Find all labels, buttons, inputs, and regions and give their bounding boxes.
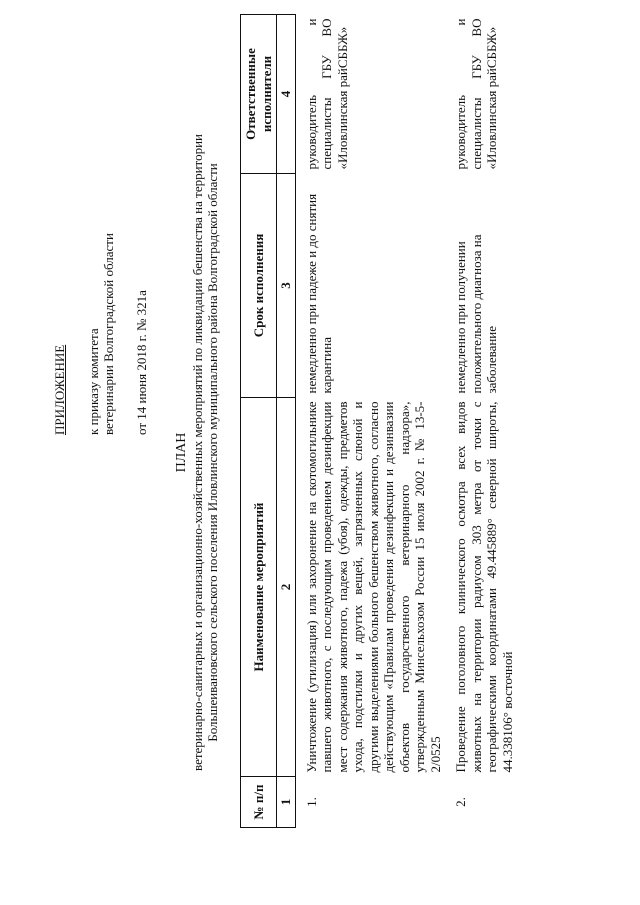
column-index: 2: [277, 398, 296, 777]
measure-deadline: немедленно при падеже и до снятия карантина: [303, 193, 334, 394]
measure-description: Уничтожение (утилизация) или захоронение на скотомогильнике павшего животного, с последующим проведением дезинфекции мест содержания животного, падежа (убоя), одежды, предметов ухода, подстилки и других вещей, загрязненных слюной и другими выделениями больного бешенством животного, согласно действующим «Правилам проведения дезинфекции и дезинвазии объектов государственного ветеринарного надзора», утвержденным Минсельхозом России 15 июля 2002 г. № 13-5-2/0525: [303, 401, 443, 773]
column-index: 1: [277, 777, 296, 828]
column-index: 4: [277, 15, 296, 174]
header-responsible: Ответственные исполнители: [241, 15, 277, 174]
table-row: [295, 15, 445, 828]
column-index: 3: [277, 174, 296, 398]
plan-subtitle: ветеринарно-санитарных и организационно-хозяйственных мероприятий по ликвидации бешенства на территории Большеивановского сельского поселения Иловлинского муниципального района Волгоградской области: [190, 134, 220, 771]
measure-description: Проведение поголовного клинического осмотра всех видов животных на территории радиусом 303 метра от точки с географическими координатами 49.445889° северной широты, 44.338106° восточной: [453, 401, 515, 773]
table-header-row: [241, 15, 277, 828]
row-number: 2.: [453, 797, 468, 807]
table-row: [445, 15, 517, 828]
measure-responsible: руководитель и специалисты ГБУ ВО «Иловлинская райСББЖ»: [453, 18, 499, 170]
header-number: № п/п: [241, 777, 277, 828]
measure-deadline: немедленно при получении положительного диагноза на заболевание: [453, 234, 499, 394]
measures-table: [240, 14, 517, 828]
column-index-row: [277, 15, 296, 828]
measure-responsible: руководитель и специалисты ГБУ ВО «Иловлинская райСББЖ»: [303, 18, 350, 170]
header-measures: Наименование мероприятий: [241, 398, 277, 777]
appendix-label: ПРИЛОЖЕНИЕ: [52, 344, 67, 435]
committee-name: ветеринарии Волгоградской области: [101, 233, 116, 435]
order-reference: к приказу комитета: [86, 328, 101, 435]
plan-title: ПЛАН: [174, 432, 189, 473]
header-deadline: Срок исполнения: [241, 174, 277, 398]
row-number: 1.: [303, 797, 319, 807]
order-date: от 14 июня 2018 г. № 321а: [134, 290, 149, 435]
